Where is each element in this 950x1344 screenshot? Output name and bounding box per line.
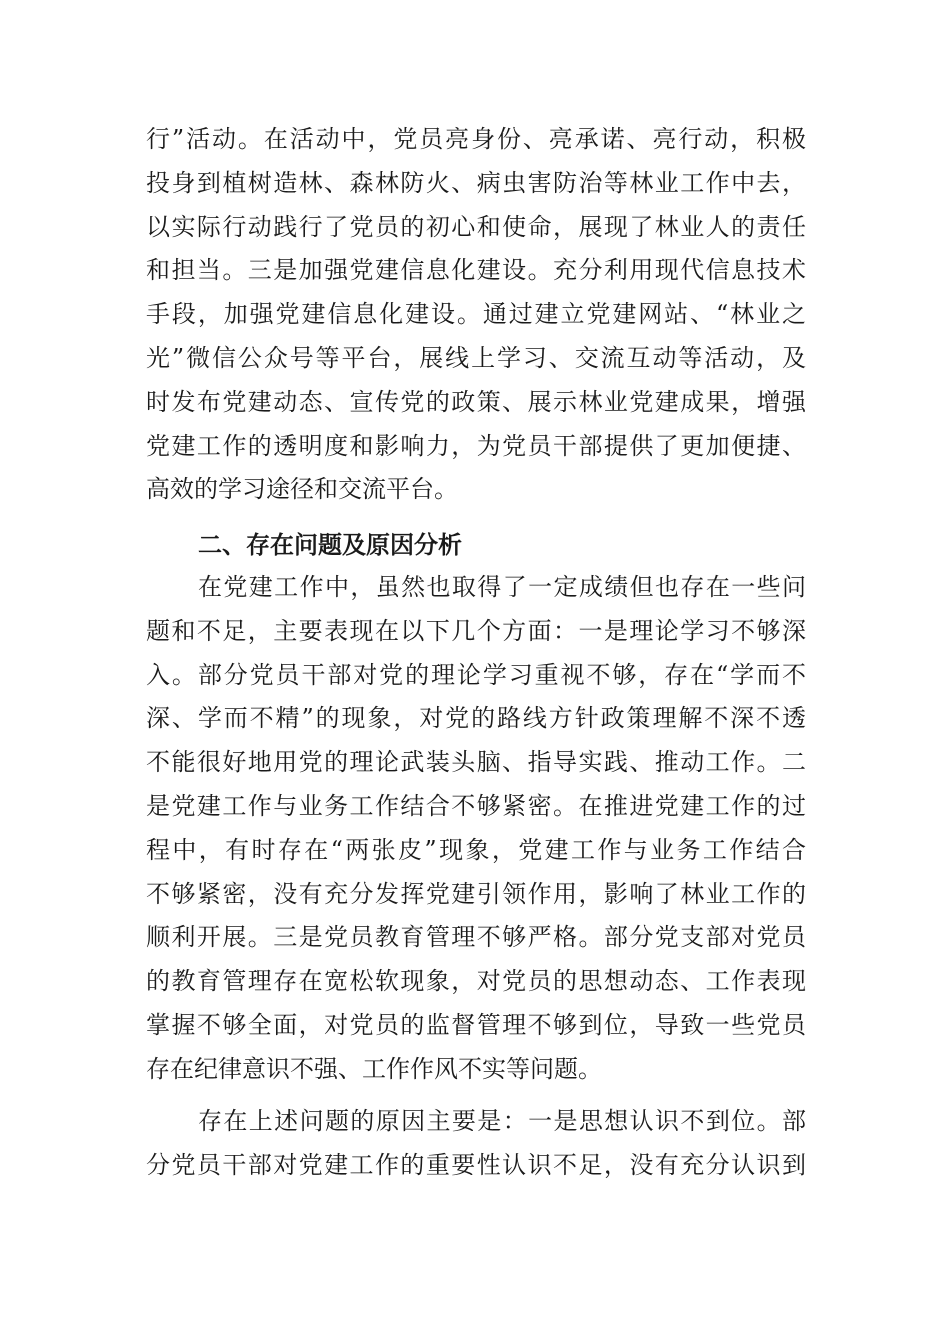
paragraph-line: 是党建工作与业务工作结合不够紧密。在推进党建工作的过: [146, 791, 806, 820]
section-heading: 二、存在问题及原因分析: [198, 531, 462, 559]
paragraph-problem-causes: [146, 1100, 806, 1188]
paragraph-line: 投身到植树造林、森林防火、病虫害防治等林业工作中去，: [146, 168, 806, 197]
paragraph-existing-problems: [146, 566, 806, 1092]
paragraph-line: 深、学而不精”的现象，对党的路线方针政策理解不深不透: [146, 704, 806, 733]
paragraph-line: 手段，加强党建信息化建设。通过建立党建网站、“林业之: [146, 300, 806, 329]
paragraph-line: 党建工作的透明度和影响力，为党员干部提供了更加便捷、: [146, 431, 806, 460]
paragraph-line: 存在上述问题的原因主要是：一是思想认识不到位。部: [198, 1107, 806, 1135]
paragraph-line: 顺利开展。三是党员教育管理不够严格。部分党支部对党员: [146, 923, 806, 952]
paragraph-line: 高效的学习途径和交流平台。: [146, 475, 458, 504]
paragraph-line: 分党员干部对党建工作的重要性认识不足，没有充分认识到: [146, 1150, 806, 1179]
paragraph-line: 的教育管理存在宽松软现象，对党员的思想动态、工作表现: [146, 967, 806, 996]
paragraph-line: 光”微信公众号等平台，展线上学习、交流互动等活动，及: [146, 343, 806, 372]
paragraph-line: 行”活动。在活动中，党员亮身份、亮承诺、亮行动，积极: [146, 125, 806, 153]
paragraph-party-building-informatization: [146, 118, 806, 512]
paragraph-line: 不能很好地用党的理论武装头脑、指导实践、推动工作。二: [146, 748, 806, 777]
paragraph-line: 题和不足，主要表现在以下几个方面：一是理论学习不够深: [146, 616, 806, 645]
paragraph-line: 时发布党建动态、宣传党的政策、展示林业党建成果，增强: [146, 387, 806, 416]
paragraph-line: 以实际行动践行了党员的初心和使命，展现了林业人的责任: [146, 212, 806, 241]
paragraph-line: 和担当。三是加强党建信息化建设。充分利用现代信息技术: [146, 256, 806, 285]
paragraph-line: 掌握不够全面，对党员的监督管理不够到位，导致一些党员: [146, 1010, 806, 1039]
paragraph-line: 不够紧密，没有充分发挥党建引领作用，影响了林业工作的: [146, 879, 806, 908]
paragraph-line: 入。部分党员干部对党的理论学习重视不够，存在“学而不: [146, 660, 806, 689]
paragraph-line: 在党建工作中，虽然也取得了一定成绩但也存在一些问: [198, 573, 806, 601]
paragraph-line: 存在纪律意识不强、工作作风不实等问题。: [146, 1054, 602, 1083]
paragraph-line: 程中，有时存在“两张皮”现象，党建工作与业务工作结合: [146, 835, 806, 864]
